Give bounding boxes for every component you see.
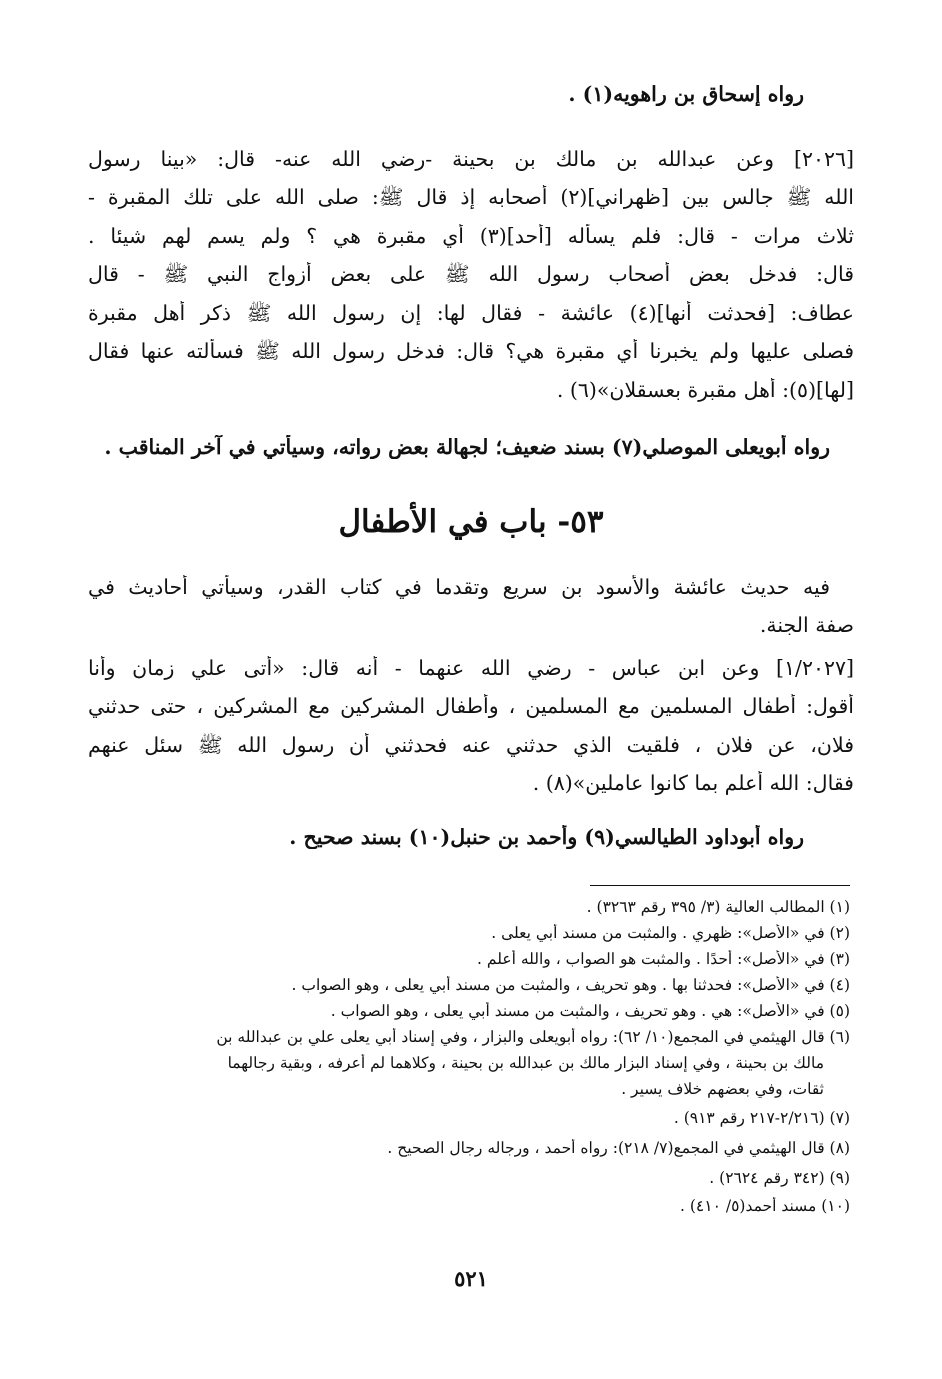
- hadith-2026-line: ثلاث مرات - قال: فلم يسأله [أحد](٣) أي مقبرة هي ؟ ولم يسم لهم شيئا .: [88, 224, 854, 248]
- footnote: (٣) في «الأصل»: أحدًا . والمثبت هو الصواب ، والله أعلم .: [477, 950, 850, 968]
- footnote-continuation: ثقات، وفي بعضهم خلاف يسير .: [621, 1080, 824, 1098]
- footnote: (١٠) مسند أحمد(٥/ ٤١٠) .: [680, 1197, 850, 1215]
- footnote: (١) المطالب العالية (٣/ ٣٩٥ رقم ٣٢٦٣) .: [586, 898, 850, 916]
- hadith-2027-line: أقول: أطفال المسلمين مع المسلمين ، وأطفال المشركين مع المشركين ، حتى حدثني: [88, 694, 854, 718]
- hadith-2026-line: قال: فدخل بعض أصحاب رسول الله ﷺ على بعض أزواج النبي ﷺ - قال: [88, 262, 854, 286]
- hadith-2027-line: فقال: الله أعلم بما كانوا عاملين»(٨) .: [532, 771, 854, 795]
- chapter-intro-line: صفة الجنة.: [759, 613, 854, 637]
- footnote: (٥) في «الأصل»: هي . وهو تحريف ، والمثبت من مسند أبي يعلى ، وهو الصواب .: [330, 1002, 850, 1020]
- footnote-divider: [590, 885, 850, 886]
- hadith-2027-line: [١/٢٠٢٧] وعن ابن عباس - رضي الله عنهما - أنه قال: «أتى علي زمان وأنا: [88, 656, 854, 680]
- intro-narration: رواه إسحاق بن راهويه(١) .: [568, 82, 804, 106]
- hadith-2026-line: [٢٠٢٦] وعن عبدالله بن مالك بن بحينة -رضي الله عنه- قال: «بينا رسول: [88, 147, 854, 171]
- chapter-title: ٥٣- باب في الأطفال: [338, 504, 604, 540]
- page-number: ٥٢١: [454, 1266, 488, 1291]
- footnote: (٧) (٢/٢١٦-٢١٧ رقم ٩١٣) .: [673, 1109, 850, 1127]
- footnote: (٩) (٣٤٢ رقم ٢٦٢٤) .: [709, 1169, 850, 1187]
- footnote: (٦) قال الهيثمي في المجمع(١٠/ ٦٢): رواه أبويعلى والبزار ، وفي إسناد أبي يعلى علي بن عبدالله بن: [216, 1028, 850, 1046]
- chapter-intro-line: فيه حديث عائشة والأسود بن سريع وتقدما في كتاب القدر، وسيأتي أحاديث في: [88, 575, 830, 599]
- hadith-2027-line: فلان، عن فلان ، فلقيت الذي حدثني عنه فحدثني أن رسول الله ﷺ سئل عنهم: [88, 733, 854, 757]
- hadith-2026-line: فصلى عليها ولم يخبرنا أي مقبرة هي؟ قال: فدخل رسول الله ﷺ فسألته عنها فقال: [88, 339, 854, 363]
- footnote: (٢) في «الأصل»: ظهري . والمثبت من مسند أبي يعلى .: [491, 924, 850, 942]
- footnote-continuation: مالك بن بحينة ، وفي إسناد البزار مالك بن عبدالله بن بحينة ، وكلاهما لم أعرفه ، وبقية رجالهما: [227, 1054, 824, 1072]
- hadith-2026-line: الله ﷺ جالس بين [ظهراني](٢) أصحابه إذ قال ﷺ: صلى الله على تلك المقبرة -: [88, 185, 854, 209]
- narration-2026: رواه أبويعلى الموصلي(٧) بسند ضعيف؛ لجهالة بعض رواته، وسيأتي في آخر المناقب .: [104, 435, 830, 459]
- narration-2027: رواه أبوداود الطيالسي(٩) وأحمد بن حنبل(١٠) بسند صحيح .: [289, 825, 804, 849]
- hadith-2026-line: عطاف: [فحدثت أنها](٤) عائشة - فقال لها: إن رسول الله ﷺ ذكر أهل مقبرة: [88, 301, 854, 325]
- hadith-2026-line: [لها](٥): أهل مقبرة بعسقلان»(٦) .: [556, 378, 854, 402]
- footnote: (٨) قال الهيثمي في المجمع(٧/ ٢١٨): رواه أحمد ، ورجاله رجال الصحيح .: [387, 1139, 850, 1157]
- footnote: (٤) في «الأصل»: فحدثنا بها . وهو تحريف ، والمثبت من مسند أبي يعلى ، وهو الصواب .: [291, 976, 850, 994]
